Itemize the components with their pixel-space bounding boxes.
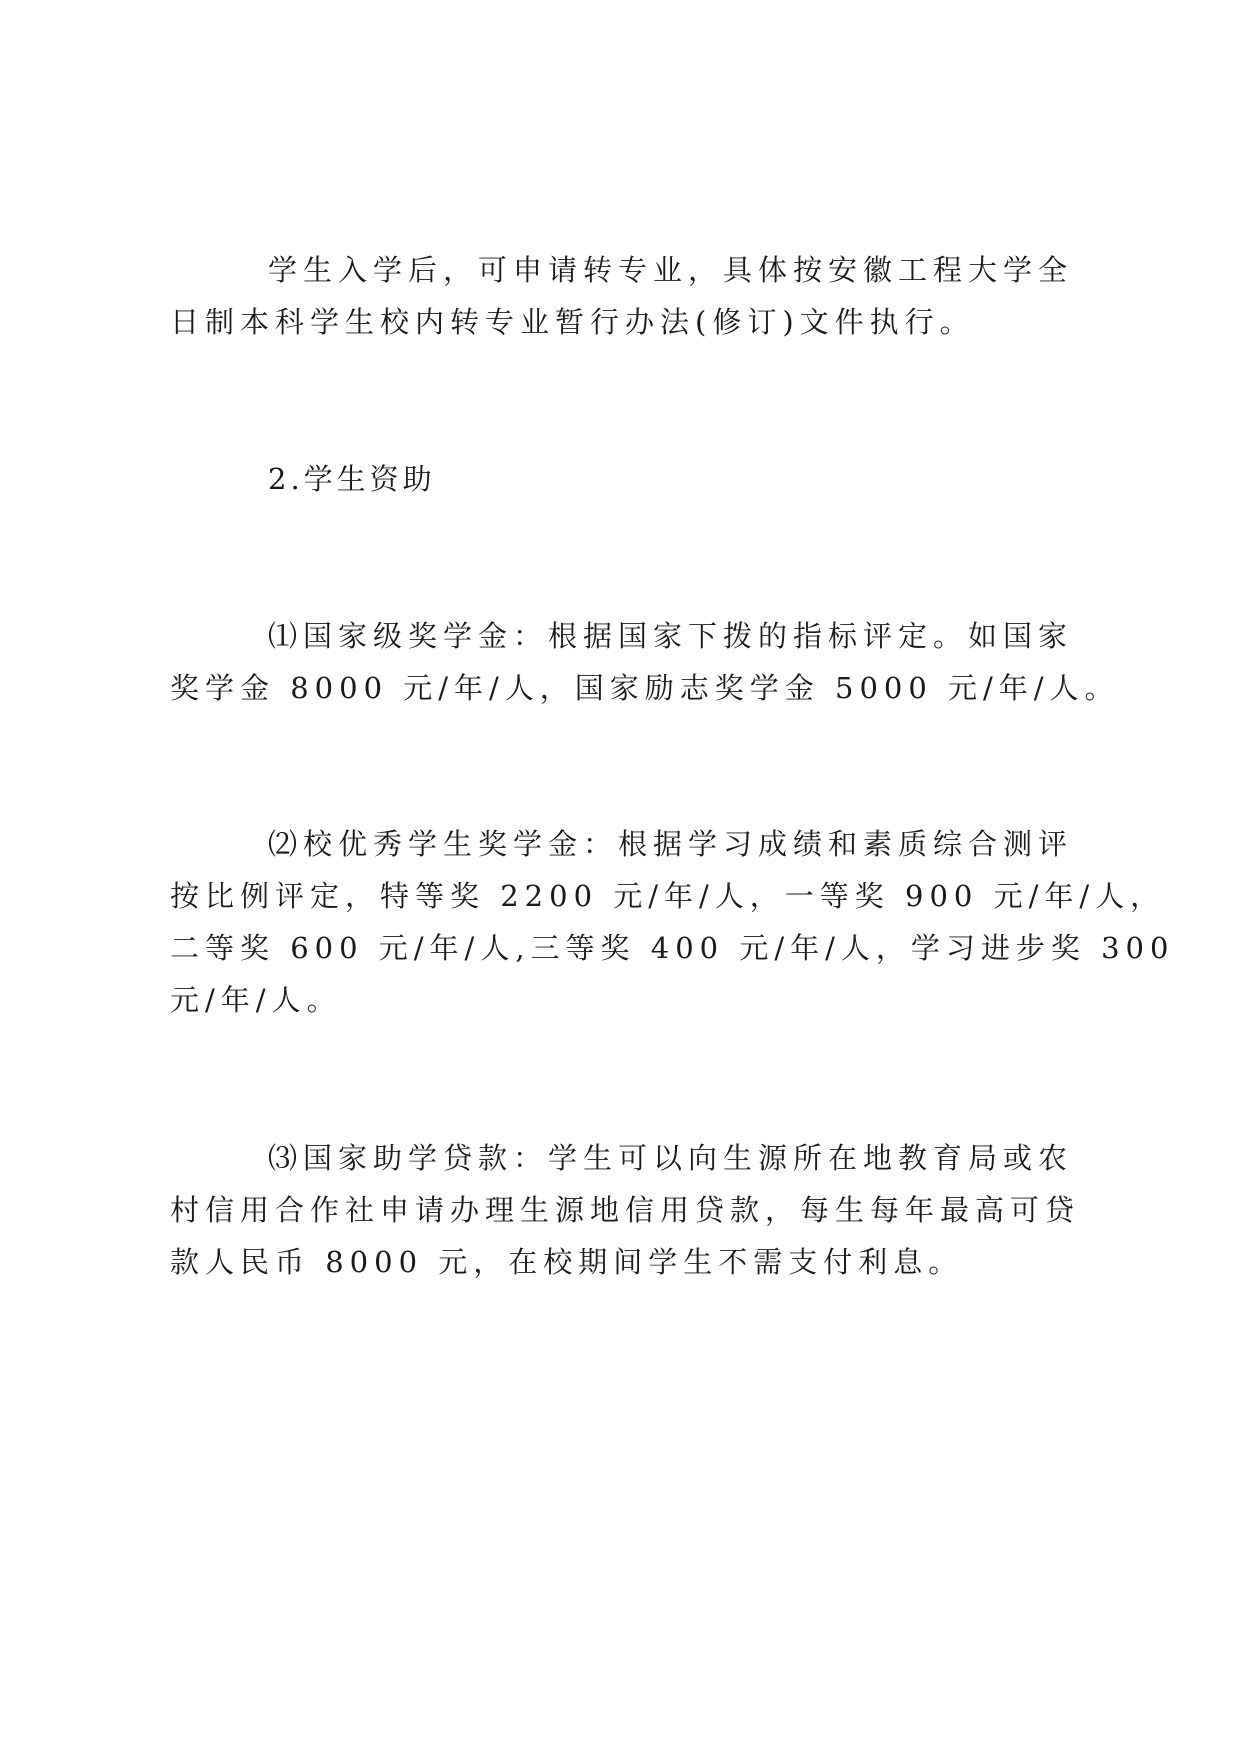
- paragraph-line: 款人民币 8000 元，在校期间学生不需支付利息。: [170, 1245, 964, 1279]
- paragraph-line: ⑶国家助学贷款：学生可以向生源所在地教育局或农: [268, 1141, 1074, 1175]
- paragraph-line: 奖学金 8000 元/年/人，国家励志奖学金 5000 元/年/人。: [170, 671, 1120, 705]
- paragraph-line: 元/年/人。: [170, 983, 342, 1017]
- paragraph-line: ⑴国家级奖学金：根据国家下拨的指标评定。如国家: [268, 619, 1074, 653]
- paragraph-line: 日制本科学生校内转专业暂行办法(修订)文件执行。: [170, 305, 975, 339]
- paragraph-line: 按比例评定，特等奖 2200 元/年/人，一等奖 900 元/年/人，: [170, 879, 1166, 913]
- paragraph-line: 村信用合作社申请办理生源地信用贷款，每生每年最高可贷: [170, 1193, 1081, 1227]
- heading-text: 2.学生资助: [268, 462, 436, 496]
- paragraph-line: 学生入学后，可申请转专业，具体按安徽工程大学全: [268, 253, 1074, 287]
- paragraph-line: ⑵校优秀学生奖学金：根据学习成绩和素质综合测评: [268, 827, 1074, 861]
- paragraph-line: 二等奖 600 元/年/人,三等奖 400 元/年/人，学习进步奖 300: [170, 931, 1175, 965]
